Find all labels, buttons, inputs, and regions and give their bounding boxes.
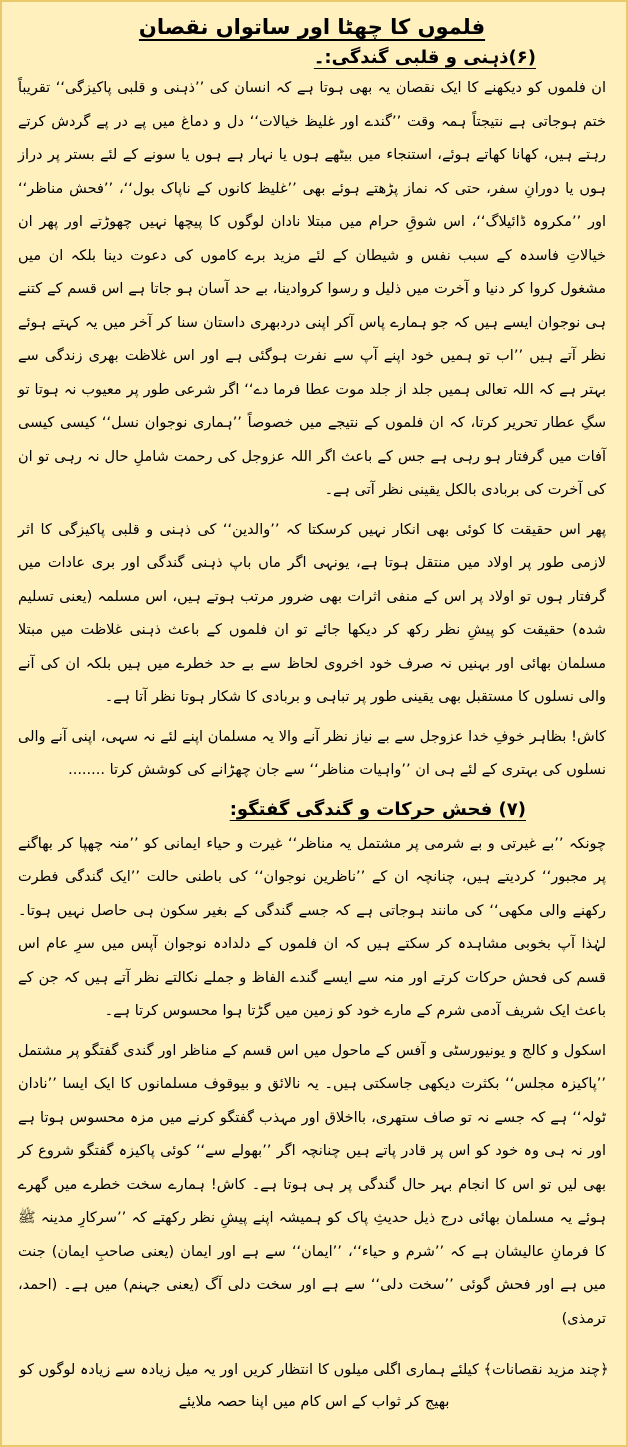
section-6-paragraph-1: ان فلموں کو دیکھنے کا ایک نقصان یہ بھی ہوتا ہے کہ انسان کی ’’ذہنی و قلبی پاکیزگی‘‘ تقریباً ختم ہوجاتی ہے نتیجتاً ہمہ وقت ’’گندے اور غلیظ خیالات‘‘ دل و دماغ میں پے در پے گردش کرتے رہتے ہیں، کھانا کھاتے ہوئے، استنجاء میں بیٹھے ہوں یا نہار ہے ہوں یا سونے کے لئے بستر پر دراز ہوں یا دورانِ سفر، حتی کہ نماز پڑھتے ہوئے بھی ’’غلیظ کانوں کے ناپاک بول‘‘، ’’فحش مناظر‘‘ اور ’’مکروہ ڈائیلاگ‘‘، اس شوقِ حرام میں مبتلا نادان لوگوں کا پیچھا نہیں چھوڑتے اور پھر ان خیالاتِ فاسدہ کے سبب نفس و شیطان کے لئے مزید برے کاموں کی دعوت دینا بلکہ ان میں مشغول کروا کر دنیا و آخرت میں ذلیل و رسوا کروادینا، بے حد آسان ہو جاتا ہے اس قسم کے کتنے ہی نوجوان ایسے ہیں کہ جو ہمارے پاس آکر اپنی دردبھری داستان سنا کر آخر میں یہ کہتے ہوئے نظر آتے ہیں ’’اب تو ہمیں خود اپنے آپ سے نفرت ہوگئی ہے اور اس غلاظت بھری زندگی سے بہتر ہے کہ اللہ تعالی ہمیں جلد از جلد موت عطا فرما دے‘‘ اگر شرعی طور پر معیوب نہ ہوتا تو سگِ عطار تحریر کرتا، کہ ان فلموں کے نتیجے میں خصوصاً ’’ہماری نوجوان نسل‘‘ کیسی کیسی آفات میں گرفتار ہو رہی ہے جس کے باعث اگر اللہ عزوجل کی رحمت شاملِ حال نہ رہی تو ان کی آخرت کی بربادی بالکل یقینی نظر آتی ہے۔	[18, 80, 606, 498]
section-6-paragraph-3: کاش! بظاہر خوفِ خدا عزوجل سے بے نیاز نظر آنے والا یہ مسلمان اپنے لئے نہ سہی، اپنی آنے والی نسلوں کی بہتری کے لئے ہی ان ’’واہیات مناظر‘‘ سے جان چھڑانے کی کوشش کرتا ........	[18, 728, 606, 778]
section-7-paragraph-1: چونکہ ’’بے غیرتی و بے شرمی پر مشتمل یہ مناظر‘‘ غیرت و حیاء ایمانی کو ’’منہ چھپا کر بھاگنے پر مجبور‘‘ کردیتے ہیں، چنانچہ ان کے ’’ناظرین نوجوان‘‘ کی باطنی حالت ’’ایک گندگی فطرت رکھنے والی مکھی‘‘ کی مانند ہوجاتی ہے کہ جسے گندگی کے بغیر سکون ہی حاصل نہیں ہوتا۔ لہٰذا آپ بخوبی مشاہدہ کر سکتے ہیں کہ ان فلموں کے دلدادہ نوجوان آپس میں سرِ عام اس قسم کی فحش حرکات کرتے اور منہ سے ایسے گندے الفاظ و جملے نکالتے نظر آتے ہیں کہ جن کے باعث ایک شریف آدمی شرم کے مارے خود کو زمین میں گڑتا ہوا محسوس کرتا ہے۔	[18, 835, 606, 1019]
section-7-paragraph-2: اسکول و کالج و یونیورسٹی و آفس کے ماحول میں اس قسم کے مناظر اور گندی گفتگو پر مشتمل ’’پاکیزہ مجلس‘‘ بکثرت دیکھی جاسکتی ہیں۔ یہ نالائق و بیوقوف مسلمانوں کا ایک ایسا ’’نادان ٹولہ‘‘ ہے کہ جسے نہ تو صاف ستھری، بااخلاق اور مہذب گفتگو کرنے میں مزہ محسوس ہوتا ہے اور نہ ہی وہ خود کو اس پر قادر پاتے ہیں چنانچہ اگر ’’بھولے سے‘‘ کوئی پاکیزہ گفتگو شروع کر بھی لیں تو اس کا انجام بہر حال گندگی پر ہی ہوتا ہے۔ کاش! ہمارے سخت خطرے میں گھرے ہوئے یہ مسلمان بھائی درج ذیل حدیثِ پاک کو ہمیشہ اپنے پیشِ نظر رکھتے کہ ’’سرکارِ مدینہ ﷺ کا فرمانِ عالیشان ہے کہ ’’شرم و حیاء‘‘، ’’ایمان‘‘ سے ہے اور ایمان (یعنی صاحبِ ایمان) جنت میں ہے اور فحش گوئی ’’سخت دلی‘‘ سے ہے اور سخت دلی آگ (یعنی جہنم) میں ہے۔ (احمد، ترمذی)	[18, 1042, 606, 1327]
page-title: فلموں کا چھٹا اور ساتواں نقصان	[138, 15, 486, 39]
footer-note: ﴿چند مزید نقصانات﴾ کیلئے ہماری اگلی میلوں کا انتظار کریں اور یہ میل زیادہ سے زیادہ لوگوں کو بھیج کر ثواب کے اس کام میں اپنا حصہ ملایئے	[19, 1362, 609, 1410]
section-6-paragraph-2: پھر اس حقیقت کا کوئی بھی انکار نہیں کرسکتا کہ ’’والدین‘‘ کی ذہنی و قلبی پاکیزگی کا اثر لازمی طور پر اولاد میں منتقل ہوتا ہے، یونہی اگر ماں باپ ذہنی گندگی اور بری عادات میں گرفتار ہوں تو اولاد پر اس کے منفی اثرات بھی ضرور مرتب ہوتے ہیں، اس مسلمہ (یعنی تسلیم شدہ) حقیقت کو پیشِ نظر رکھ کر دیکھا جائے تو ان فلموں کے باعث ذہنی غلاظت میں مبتلا مسلمان بھائی اور بہنیں نہ صرف خود اخروی لحاظ سے بے حد خطرے میں ہیں بلکہ ان کی آنے والی نسلوں کا مستقبل بھی یقینی طور پر تباہی و بربادی کا شکار ہوتا نظر آتا ہے۔	[18, 521, 606, 705]
section-6-heading: (۶)ذہنی و قلبی گندگی:۔	[313, 47, 536, 68]
section-7-heading: (۷) فحش حرکات و گندگی گفتگو:	[229, 798, 526, 820]
